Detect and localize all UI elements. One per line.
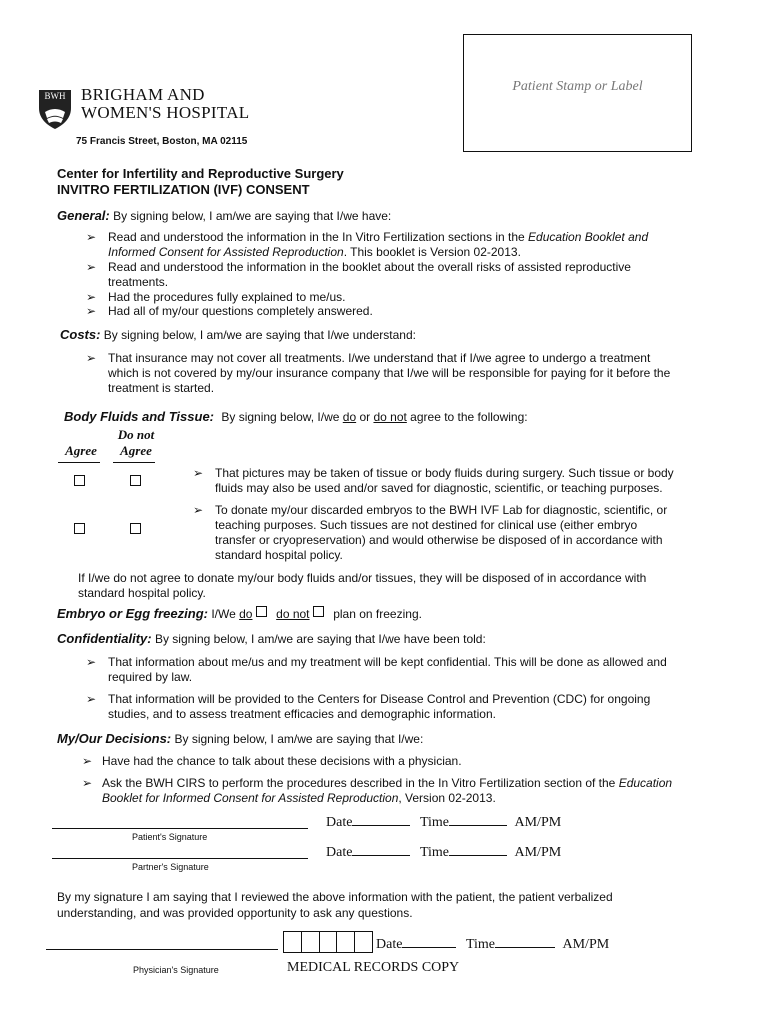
physician-id-boxes[interactable] [283, 931, 373, 953]
decisions-item-1: Have had the chance to talk about these decisions with a physician. [102, 754, 462, 768]
id-box[interactable] [355, 932, 372, 952]
embryo-do-checkbox[interactable] [256, 606, 267, 617]
bullet-arrow-icon: ➢ [86, 351, 97, 365]
partner-signature-label: Partner's Signature [132, 862, 209, 872]
confidentiality-heading: Confidentiality: [57, 631, 152, 646]
page-title [57, 166, 344, 198]
col-donot-header: Do not Agree [117, 427, 155, 458]
center-name: Center for Infertility and Reproductive Surgery [57, 166, 344, 181]
general-heading: General: [57, 208, 110, 223]
patient-date-time-row: Date Time AM/PM [326, 815, 562, 830]
donot-agree-checkbox-pictures[interactable] [130, 475, 141, 486]
bullet-arrow-icon: ➢ [82, 754, 93, 768]
patient-date-field[interactable] [352, 825, 410, 826]
embryo-freezing-row: Embryo or Egg freezing: I/We do do not plan on freezing. [57, 606, 422, 621]
general-item-1: Read and understood the information in the In Vitro Fertilization sections in the Education Booklet and Informed Consent for Assisted Reproduction. This booklet is Version 02-2013. [108, 230, 649, 259]
form-title: INVITRO FERTILIZATION (IVF) CONSENT [57, 182, 310, 197]
confidentiality-item-1: That information about me/us and my treatment will be kept confidential. This will be done as allowed and required by law. [108, 655, 667, 684]
embryo-donot-checkbox[interactable] [313, 606, 324, 617]
bullet-arrow-icon: ➢ [86, 655, 97, 669]
bullet-arrow-icon: ➢ [86, 290, 97, 304]
bullet-arrow-icon: ➢ [193, 503, 204, 517]
agree-checkbox-pictures[interactable] [74, 475, 85, 486]
bullet-arrow-icon: ➢ [86, 304, 97, 318]
decisions-item-2: Ask the BWH CIRS to perform the procedures described in the In Vitro Fertilization section of the Education Booklet for Informed Consent for Assisted Reproduction, Version 02-2013. [102, 776, 673, 805]
general-item-4: Had all of my/our questions completely answered. [108, 304, 373, 318]
general-intro-text: By signing below, I am/we are saying that I/we have: [113, 209, 392, 223]
bullet-arrow-icon: ➢ [86, 260, 97, 274]
id-box[interactable] [320, 932, 338, 952]
physician-time-field[interactable] [495, 947, 555, 948]
col-agree-underline [58, 462, 100, 463]
decisions-intro: My/Our Decisions: By signing below, I am/we are saying that I/we: [57, 731, 424, 746]
bullet-arrow-icon: ➢ [86, 230, 97, 244]
id-box[interactable] [302, 932, 320, 952]
confidentiality-intro: Confidentiality: By signing below, I am/we are saying that I/we have been told: [57, 631, 486, 646]
body-fluids-note: If I/we do not agree to donate my/our body fluids and/or tissues, they will be disposed of in accordance with standard hospital policy. [78, 571, 647, 600]
logo-initials: BWH [44, 91, 66, 101]
id-box[interactable] [337, 932, 355, 952]
hospital-name-line1: BRIGHAM AND [81, 85, 205, 104]
partner-time-field[interactable] [449, 855, 507, 856]
bullet-arrow-icon: ➢ [193, 466, 204, 480]
col-agree-header: Agree [65, 443, 97, 458]
general-item-3: Had the procedures fully explained to me/us. [108, 290, 346, 304]
bullet-arrow-icon: ➢ [86, 692, 97, 706]
decisions-heading: My/Our Decisions: [57, 731, 172, 746]
body-fluids-item-1: That pictures may be taken of tissue or body fluids during surgery. Such tissue or body fluids may also be used and/or saved for diagnostic, scientific, or teaching purposes. [215, 466, 674, 495]
embryo-do-label: do [239, 607, 253, 621]
body-fluids-intro: Body Fluids and Tissue: By signing below, I/we do or do not agree to the following: [64, 409, 528, 424]
donot-agree-checkbox-donate[interactable] [130, 523, 141, 534]
costs-intro [60, 327, 416, 342]
confidentiality-item-2: That information will be provided to the Centers for Disease Control and Prevention (CDC) for ongoing studies, and to assess treatment efficacies and demographic information. [108, 692, 651, 721]
physician-statement: By my signature I am saying that I reviewed the above information with the patient, the patient verbalized understanding, and was provided opportunity to ask any questions. [57, 890, 613, 920]
patient-signature-line[interactable] [52, 828, 308, 829]
costs-heading: Costs: [60, 327, 101, 342]
embryo-heading: Embryo or Egg freezing: [57, 606, 208, 621]
physician-date-field[interactable] [402, 947, 456, 948]
physician-signature-label: Physician's Signature [133, 965, 219, 975]
patient-signature-label: Patient's Signature [132, 832, 208, 842]
bullet-arrow-icon: ➢ [82, 776, 93, 790]
hospital-name-line2: WOMEN'S HOSPITAL [81, 103, 250, 122]
general-item-2: Read and understood the information in the booklet about the overall risks of assisted reproductive treatments. [108, 260, 631, 289]
physician-signature-line[interactable] [46, 949, 278, 950]
body-fluids-heading: Body Fluids and Tissue: [64, 409, 215, 424]
partner-date-field[interactable] [352, 855, 410, 856]
body-fluids-item-2: To donate my/our discarded embryos to the BWH IVF Lab for diagnostic, scientific, or teaching purposes. Such tissues are not destined for clinical use (either embryo transfer or cryopreservation) and would otherwise be disposed of in accordance with standard hospital policy. [215, 503, 668, 562]
patient-time-field[interactable] [449, 825, 507, 826]
hospital-logo [37, 88, 73, 130]
embryo-donot-label: do not [276, 607, 310, 621]
partner-signature-line[interactable] [52, 858, 308, 859]
general-intro [57, 208, 391, 223]
id-box[interactable] [284, 932, 302, 952]
hospital-name [81, 86, 249, 122]
agree-checkbox-donate[interactable] [74, 523, 85, 534]
patient-stamp-box[interactable] [463, 34, 692, 152]
col-donot-underline [113, 462, 155, 463]
hospital-address: 75 Francis Street, Boston, MA 02115 [76, 136, 248, 147]
physician-date-time-row: Date Time AM/PM [376, 937, 610, 952]
medical-records-copy: MEDICAL RECORDS COPY [287, 960, 460, 975]
partner-date-time-row: Date Time AM/PM [326, 845, 562, 860]
costs-item-1: That insurance may not cover all treatments. I/we understand that if I/we agree to undergo a treatment which is not covered by my/our insurance company that I/we will be responsible for paying for it before the treatment is started. [108, 351, 671, 395]
costs-intro-text: By signing below, I am/we are saying that I/we understand: [103, 328, 416, 342]
stamp-label: Patient Stamp or Label [512, 79, 643, 94]
